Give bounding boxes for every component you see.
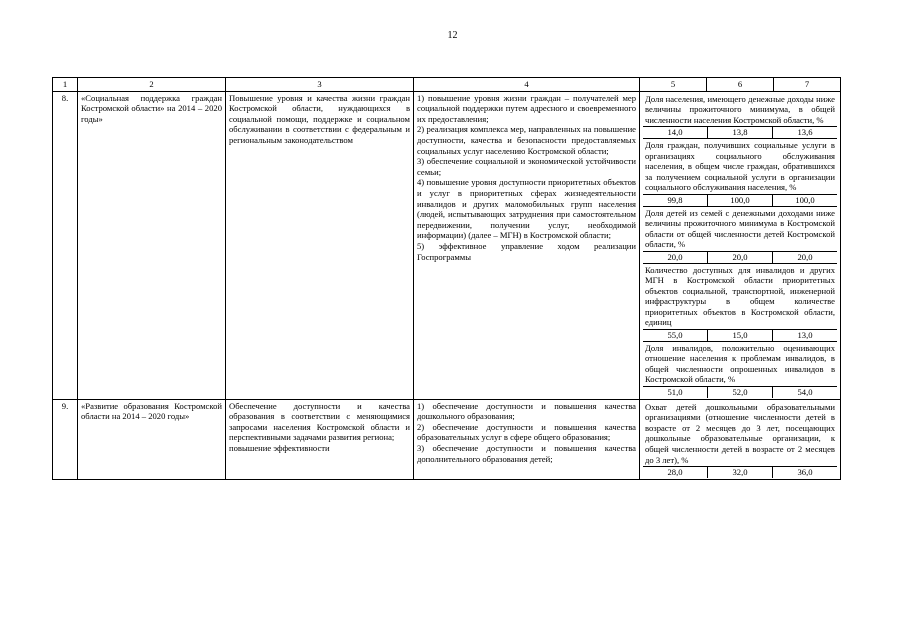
indicator-value: 54,0 [797,387,813,398]
indicator [643,93,837,139]
indicator [643,264,837,342]
header-cell-2: 2 [78,78,226,92]
page-number: 12 [447,30,458,41]
header-cell-6: 6 [707,78,774,92]
header-cell-4: 4 [414,78,640,92]
indicator-value: 28,0 [643,467,708,478]
goal-text: Обеспечение доступности и качества образования в соответствии с меняющимися запросами населения Костромской области и перспективными задачами развития региона; [229,400,410,443]
indicator-value: 36,0 [797,467,813,478]
indicator-value: 32,0 [708,467,773,478]
indicator-name: Доля детей из семей с денежными доходами ниже величины прожиточного минимума в Костромской области от общей численности детей Костромской области, % [645,207,835,250]
indicator [643,139,837,207]
task-item: 3) обеспечение социальной и экономической устойчивости семьи; [417,156,636,177]
indicator [643,207,837,264]
indicator-values [643,194,837,207]
indicator-name: Доля инвалидов, положительно оценивающих отношение населения к проблемам инвалидов, в общей численности опрошенных инвалидов в Костромской области, % [645,342,835,385]
header-cell-7: 7 [774,78,841,92]
indicators-cell [640,91,841,399]
header-cell-5: 5 [640,78,707,92]
task-item: 2) реализация комплекса мер, направленных на повышение доступности, качества и безопасности предоставляемых социальных услуг населению Костромской области; [417,124,636,156]
indicators-cell [640,399,841,479]
indicator-value: 20,0 [797,251,813,262]
task-item: 1) обеспечение доступности и повышения качества дошкольного образования; [417,400,636,422]
program-goal: Повышение уровня и качества жизни граждан Костромской области, нуждающихся в социальной помощи, поддержке и социальном обслуживании в соответствии с федеральным и региональным законодательством [226,91,414,399]
indicator-values [643,126,837,139]
indicator-values [643,329,837,342]
indicator [643,401,837,478]
indicator-values [643,466,837,478]
header-cell-1: 1 [53,78,78,92]
program-name: «Развитие образования Костромской области на 2014 – 2020 годы» [78,399,226,479]
indicator [643,342,837,398]
goal-text: повышение эффективности [229,443,330,453]
task-item: 2) обеспечение доступности и повышения качества образовательных услуг в сфере общего образования; [417,421,636,443]
program-tasks [414,399,640,479]
indicator-value: 55,0 [643,330,708,341]
indicator-name: Доля граждан, получивших социальные услуги в организациях социального обслуживания населения, в общем числе граждан, обратившихся за получением социальной услуги в организации социального обслуживания населения, % [645,139,835,193]
indicator-value: 13,8 [708,127,773,138]
row-number: 8. [53,91,78,399]
indicator-name: Охват детей дошкольными образовательными организациями (отношение численности детей в возрасте от 2 месяцев до 3 лет, посещающих дошкольные образовательные организации, к общей численности детей в возрасте от 2 месяцев до 3 лет), % [645,401,835,465]
task-item: 5) эффективное управление ходом реализации Госпрограммы [417,240,636,262]
indicator-values [643,251,837,264]
indicator-values [643,386,837,398]
indicator-value: 51,0 [643,387,708,398]
indicator-value: 100,0 [795,194,815,205]
header-row [53,78,841,92]
indicator-name: Доля населения, имеющего денежные доходы ниже величины прожиточного минимума, в общей численности населения Костромской области, % [645,93,835,125]
indicator-value: 99,8 [643,195,708,206]
program-table [52,77,841,480]
indicator-value: 15,0 [708,330,773,341]
table-row [53,399,841,479]
indicator-value: 52,0 [708,387,773,398]
indicator-value: 20,0 [708,252,773,263]
row-number: 9. [53,399,78,479]
task-item: 3) обеспечение доступности и повышения качества дополнительного образования детей; [417,443,636,464]
task-item: 1) повышение уровня жизни граждан – получателей мер социальной поддержки путем адресного и своевременного их предоставления; [417,92,636,124]
table-row [53,91,841,399]
program-name: «Социальная поддержка граждан Костромской области» на 2014 – 2020 годы» [78,91,226,399]
indicator-name: Количество доступных для инвалидов и других МГН в Костромской области приоритетных объектов социальной, транспортной, инженерной инфраструктуры в общем количестве приоритетных объектов в Костромской области, единиц [645,264,835,328]
indicator-value: 14,0 [643,127,708,138]
indicator-value: 13,6 [797,127,813,138]
program-tasks [414,91,640,399]
indicator-value: 20,0 [643,252,708,263]
indicator-value: 13,0 [797,330,813,341]
indicator-value: 100,0 [708,195,773,206]
header-cell-3: 3 [226,78,414,92]
task-item: 4) повышение уровня доступности приоритетных объектов и услуг в приоритетных сферах жизнедеятельности инвалидов и других маломобильных групп населения (людей, испытывающих затруднения при самостоятельном передвижении, получении услуг, необходимой информации) (далее – МГН) в Костромской области; [417,177,636,241]
program-goal [226,399,414,479]
